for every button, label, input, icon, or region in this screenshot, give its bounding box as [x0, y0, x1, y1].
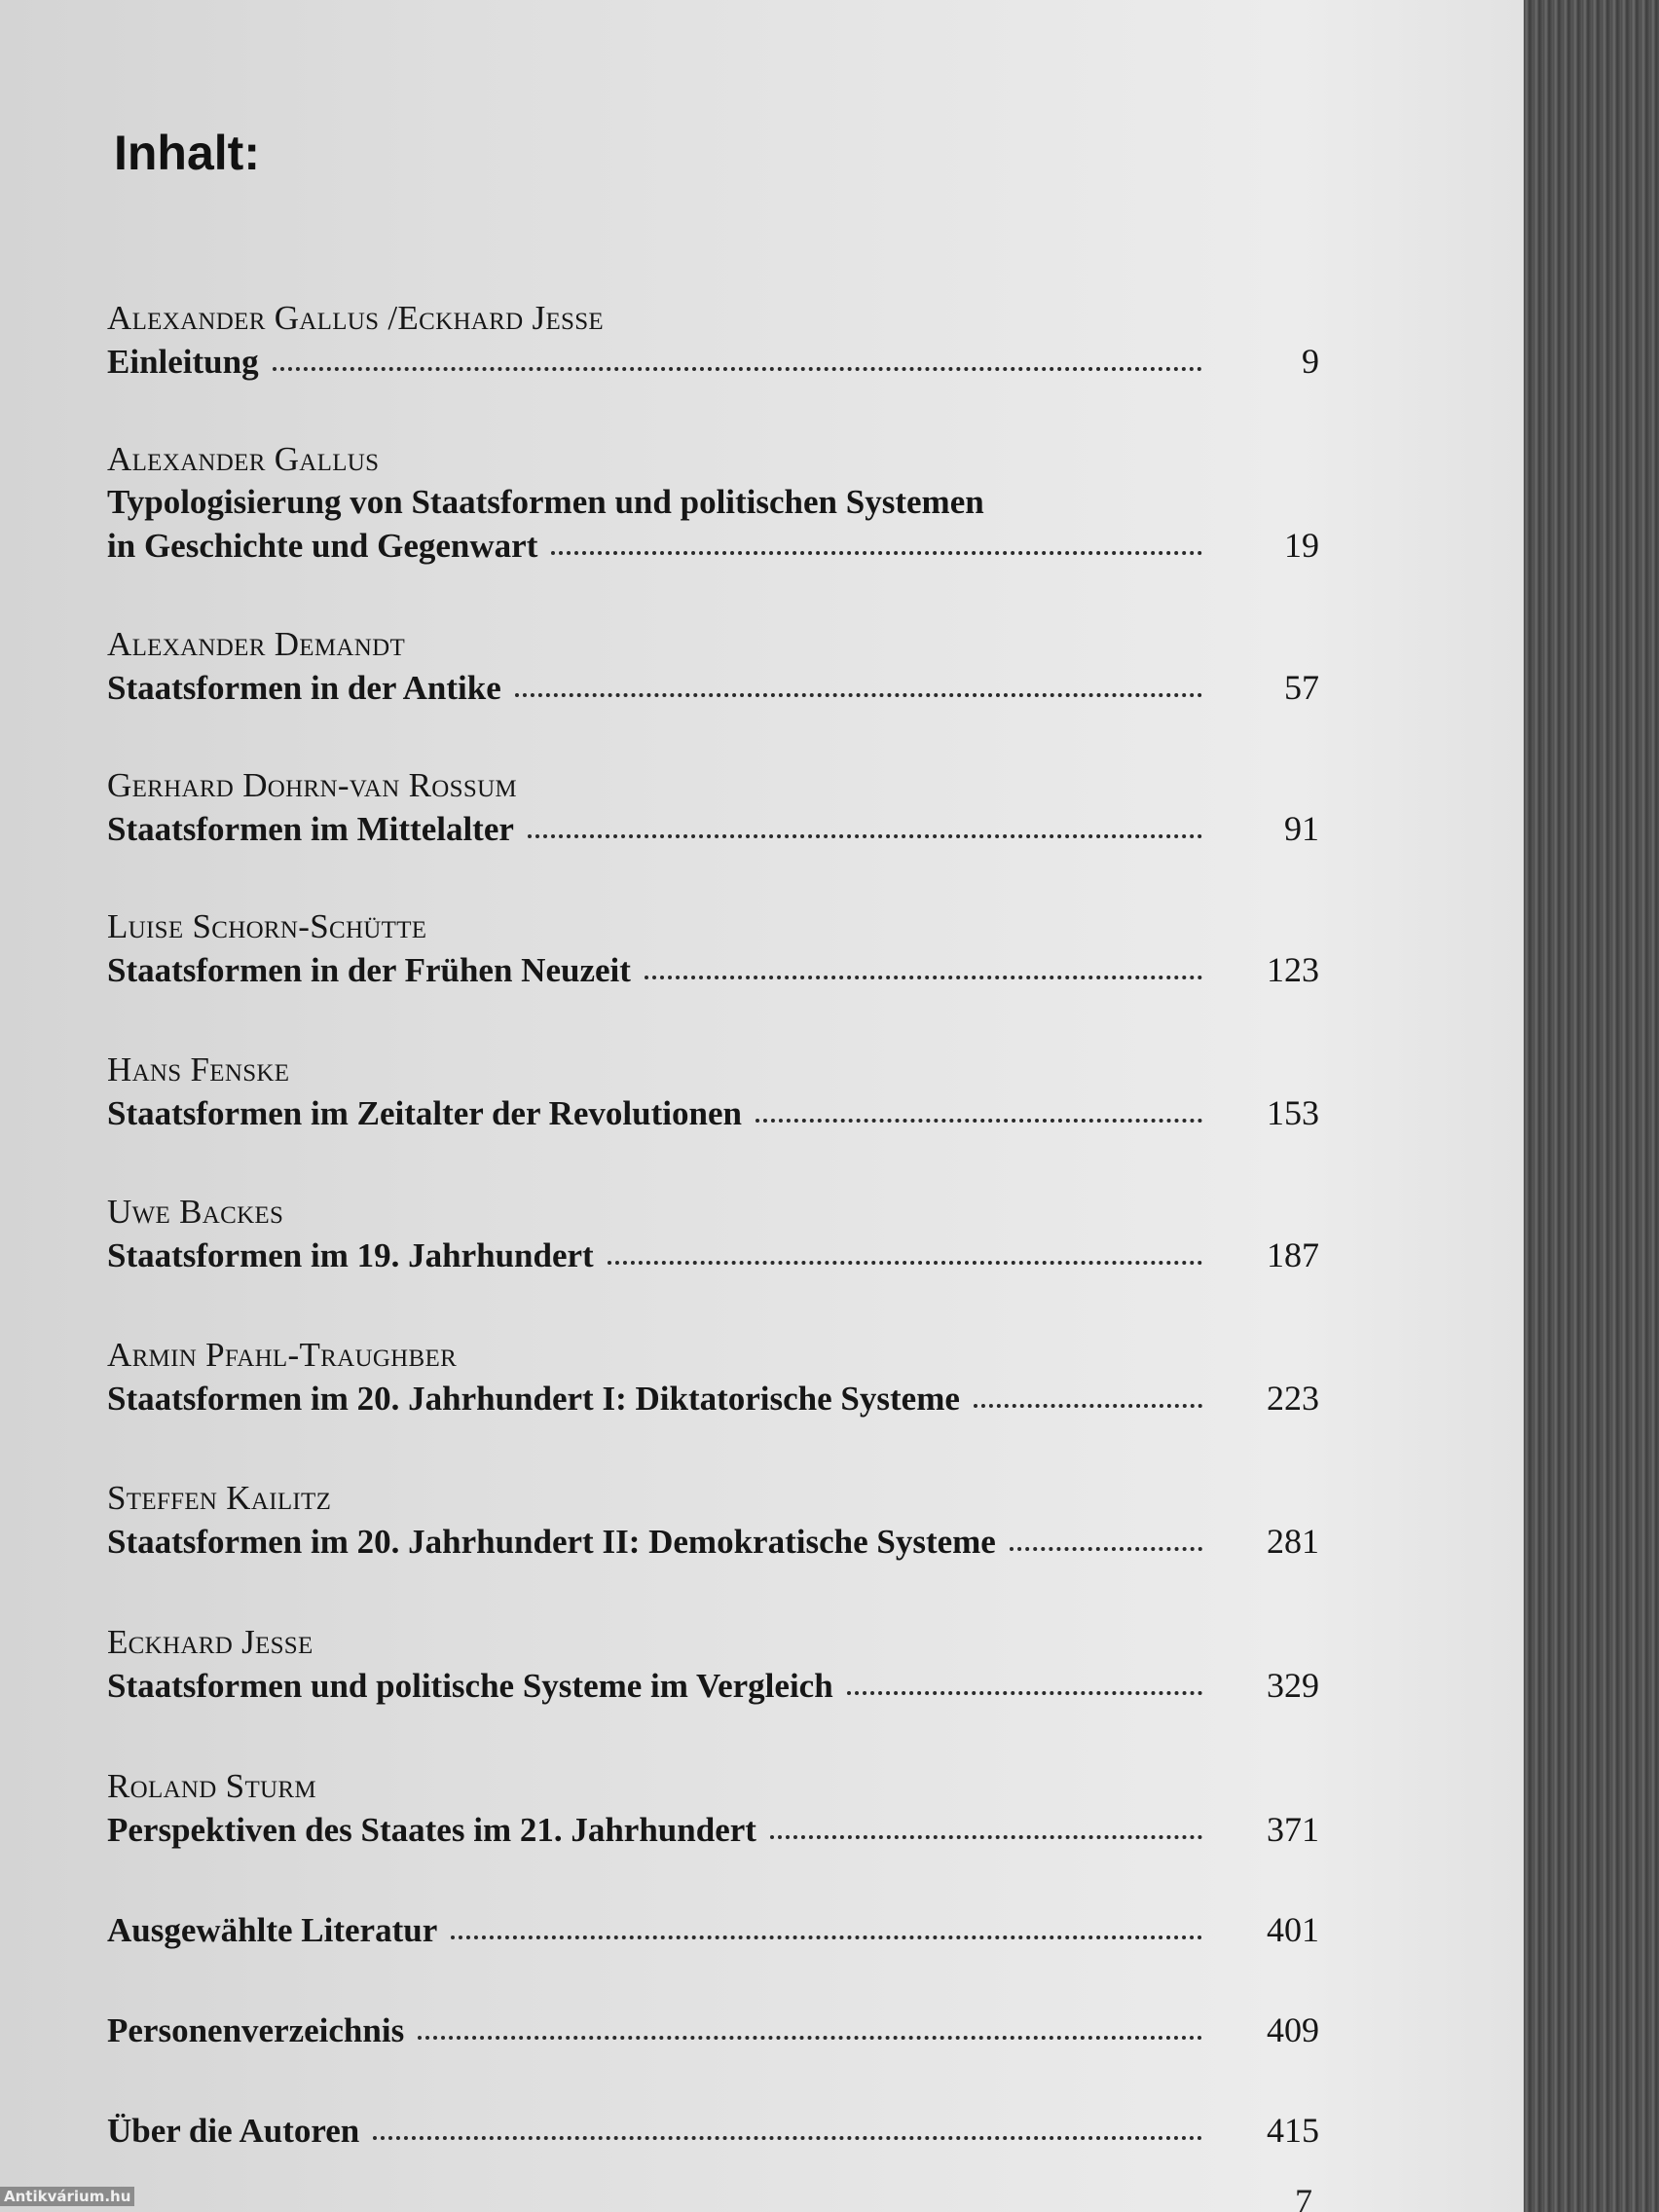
toc-title: Staatsformen in der Frühen Neuzeit — [107, 951, 631, 989]
toc-author: Steffen Kailitz — [107, 1479, 332, 1517]
toc-entry — [107, 764, 1319, 851]
dot-leader — [770, 1834, 1202, 1839]
dot-leader — [1010, 1546, 1202, 1551]
toc-entry — [107, 1191, 1319, 1277]
dot-leader — [451, 1935, 1202, 1939]
toc-entry — [107, 905, 1319, 992]
toc-title: Ausgewählte Literatur — [107, 1911, 438, 1949]
toc-page-number: 329 — [1267, 1666, 1319, 1705]
toc-title-line — [107, 2109, 1319, 2153]
toc-title-line — [107, 1091, 1319, 1135]
toc-entry — [107, 1334, 1319, 1420]
page-title: Inhalt: — [114, 126, 260, 180]
dot-leader — [608, 1260, 1202, 1265]
toc-title-line — [107, 1908, 1319, 1952]
toc-entry — [107, 2109, 1319, 2153]
toc-title-line — [107, 1234, 1319, 1277]
toc-author: Hans Fenske — [107, 1051, 290, 1088]
toc-author: Alexander Gallus /Eckhard Jesse — [107, 299, 605, 337]
toc-page-number: 401 — [1267, 1910, 1319, 1949]
dot-leader — [551, 550, 1202, 555]
toc-entry — [107, 623, 1319, 710]
toc-title-line — [107, 807, 1319, 851]
dot-leader — [515, 692, 1202, 697]
toc-entry — [107, 1049, 1319, 1135]
toc-entry — [107, 2009, 1319, 2052]
toc-author: Gerhard Dohrn-van Rossum — [107, 766, 517, 804]
toc-title: Einleitung — [107, 343, 259, 381]
watermark: Antikvárium.hu — [0, 2187, 134, 2206]
toc-title-line — [107, 524, 1319, 568]
toc-author: Armin Pfahl-Traughber — [107, 1336, 458, 1374]
dot-leader — [645, 975, 1202, 979]
toc-title: Staatsformen im 20. Jahrhundert II: Demokratische Systeme — [107, 1523, 996, 1561]
toc-title-line — [107, 1520, 1319, 1564]
dot-leader — [974, 1403, 1202, 1408]
toc-page-number: 91 — [1284, 809, 1319, 848]
toc-title: Staatsformen im Zeitalter der Revolutionen — [107, 1094, 742, 1132]
toc-title: Über die Autoren — [107, 2112, 360, 2150]
toc-page-number: 223 — [1267, 1379, 1319, 1418]
toc-page-number: 153 — [1267, 1093, 1319, 1132]
toc-title-line — [107, 481, 1319, 524]
toc-title: Personenverzeichnis — [107, 2011, 405, 2049]
toc-page-number: 19 — [1284, 526, 1319, 565]
page-folio: 7 — [1295, 2182, 1312, 2212]
toc-title: Staatsformen im 20. Jahrhundert I: Diktatorische Systeme — [107, 1380, 960, 1418]
toc-entry — [107, 297, 1319, 384]
dot-leader — [418, 2035, 1202, 2040]
toc-title-line — [107, 340, 1319, 384]
toc-entry — [107, 438, 1319, 568]
toc-page-number: 371 — [1267, 1810, 1319, 1849]
toc-entry — [107, 1477, 1319, 1564]
toc-title: Staatsformen und politische Systeme im Vergleich — [107, 1667, 833, 1705]
toc-title-line — [107, 666, 1319, 710]
toc-title-line — [107, 1808, 1319, 1852]
toc-title: Perspektiven des Staates im 21. Jahrhundert — [107, 1811, 756, 1849]
toc-title-line — [107, 948, 1319, 992]
toc-page-number: 409 — [1267, 2010, 1319, 2049]
toc-title: in Geschichte und Gegenwart — [107, 527, 538, 565]
toc-author: Eckhard Jesse — [107, 1623, 313, 1661]
dot-leader — [528, 833, 1202, 838]
toc-author: Roland Sturm — [107, 1767, 316, 1805]
toc-page-number: 123 — [1267, 950, 1319, 989]
toc-title-line — [107, 2009, 1319, 2052]
toc-page-number: 9 — [1302, 342, 1319, 381]
toc-entry — [107, 1765, 1319, 1852]
toc-entry — [107, 1908, 1319, 1952]
toc-author: Alexander Gallus — [107, 440, 380, 478]
dot-leader — [373, 2135, 1202, 2140]
toc-title-line — [107, 1664, 1319, 1708]
toc-author: Luise Schorn-Schütte — [107, 907, 427, 945]
toc-title-line — [107, 1377, 1319, 1420]
toc-page-number: 415 — [1267, 2111, 1319, 2150]
toc-title: Staatsformen im 19. Jahrhundert — [107, 1236, 594, 1274]
toc-title: Typologisierung von Staatsformen und politischen Systemen — [107, 483, 984, 521]
dot-leader — [756, 1118, 1202, 1123]
toc-author: Alexander Demandt — [107, 625, 406, 663]
dot-leader — [273, 366, 1202, 371]
toc-entry — [107, 1621, 1319, 1708]
toc-page-number: 187 — [1267, 1235, 1319, 1274]
toc-author: Uwe Backes — [107, 1193, 284, 1231]
toc-title: Staatsformen im Mittelalter — [107, 810, 514, 848]
background-surface — [1524, 0, 1659, 2212]
dot-leader — [847, 1690, 1202, 1695]
toc-page-number: 57 — [1284, 668, 1319, 707]
toc-title: Staatsformen in der Antike — [107, 669, 501, 707]
toc-page-number: 281 — [1267, 1522, 1319, 1561]
